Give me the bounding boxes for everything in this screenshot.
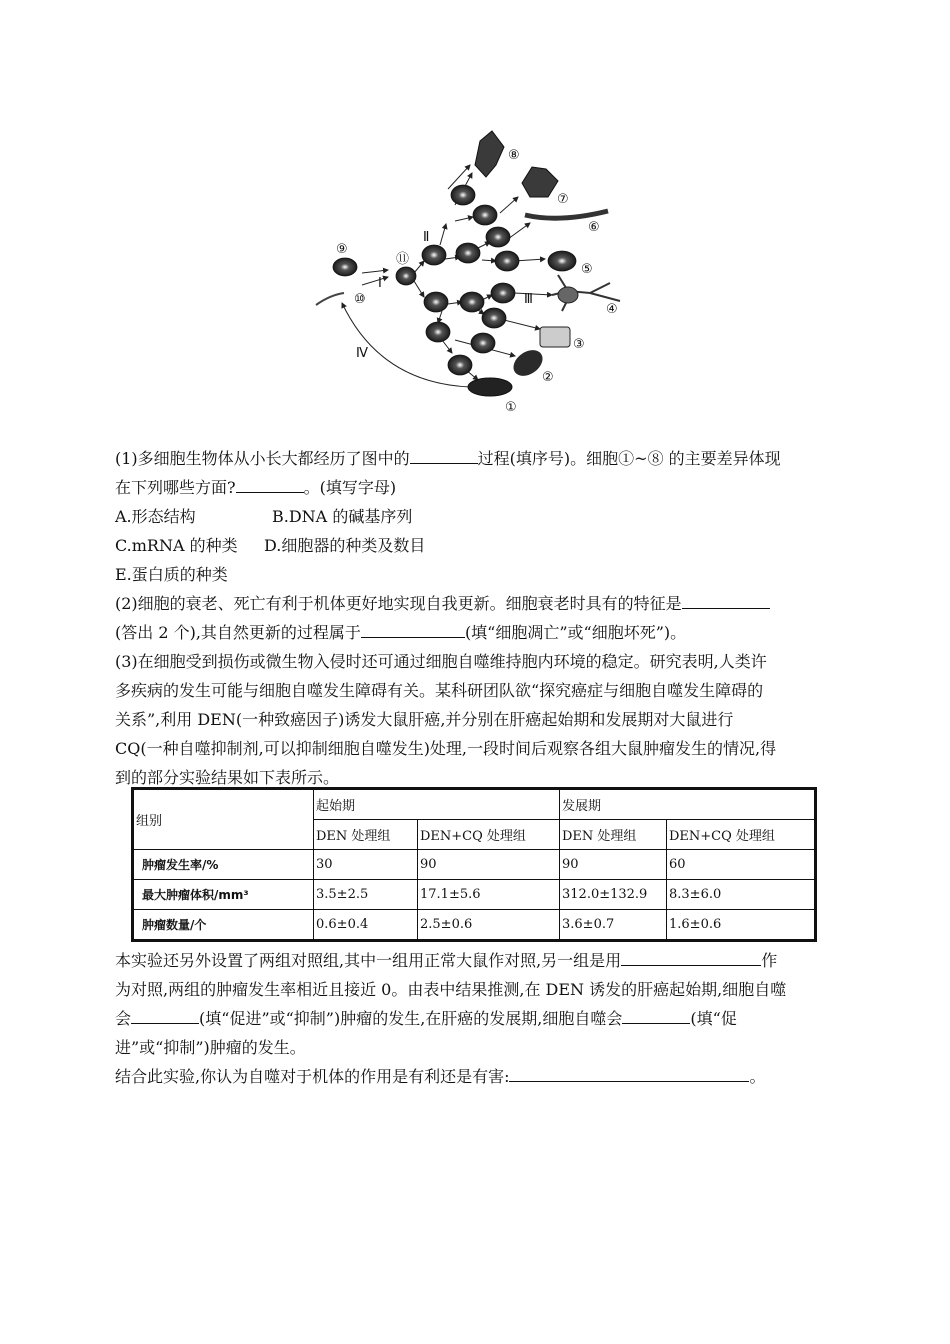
table-cell: 60 — [667, 850, 816, 880]
label-cell-7: ⑦ — [557, 192, 569, 207]
option-d: D.细胞器的种类及数目 — [264, 536, 426, 555]
answer-blank[interactable] — [682, 590, 770, 609]
option-b: B.DNA 的碱基序列 — [272, 507, 413, 526]
row-label: 最大肿瘤体积/mm³ — [133, 880, 314, 910]
table-col-header: DEN+CQ 处理组 — [418, 820, 560, 850]
q3-line-5: 到的部分实验结果如下表所示。 — [115, 768, 340, 787]
q2-line-2: (答出 2 个),其自然更新的过程属于 (填“细胞凋亡”或“细胞坏死”)。 — [115, 618, 837, 647]
label-cell-9: ⑨ — [336, 242, 348, 257]
answer-blank[interactable] — [131, 1005, 199, 1024]
after-line-5: 结合此实验,你认为自噬对于机体的作用是有利还是有害: 。 — [115, 1062, 837, 1091]
table-cell: 17.1±5.6 — [418, 880, 560, 910]
question-body — [115, 444, 837, 792]
label-cell-6: ⑥ — [588, 220, 600, 235]
q3-line-3: 关系”,利用 DEN(一种致癌因子)诱发大鼠肝癌,并分别在肝癌起始期和发展期对大鼠进行 — [115, 710, 734, 729]
table-cell: 30 — [314, 850, 418, 880]
answer-blank[interactable] — [622, 1005, 690, 1024]
table-cell: 1.6±0.6 — [667, 910, 816, 941]
table-group-header: 组别 — [133, 789, 314, 850]
label-process-4: Ⅳ — [356, 346, 368, 361]
row-label: 肿瘤数量/个 — [133, 910, 314, 941]
table-cell: 3.6±0.7 — [560, 910, 667, 941]
table-row — [133, 910, 816, 941]
row-label: 肿瘤发生率/% — [133, 850, 314, 880]
label-cell-3: ③ — [573, 337, 585, 352]
q3-line-2: 多疾病的发生可能与细胞自噬发生障碍有关。某科研团队欲“探究癌症与细胞自噬发生障碍的 — [115, 681, 764, 700]
q1-options-ab — [115, 502, 837, 531]
label-process-1: Ⅰ — [378, 276, 382, 291]
answer-blank[interactable] — [621, 947, 761, 966]
option-e: E.蛋白质的种类 — [115, 565, 228, 584]
table-cell: 90 — [418, 850, 560, 880]
after-line-2: 为对照,两组的肿瘤发生率相近且接近 0。由表中结果推测,在 DEN 诱发的肝癌起始期,细胞自噬 — [115, 980, 787, 999]
option-c: C.mRNA 的种类 — [115, 536, 238, 555]
table-cell: 2.5±0.6 — [418, 910, 560, 941]
post-table-text — [115, 946, 837, 1091]
q3-line-1: (3)在细胞受到损伤或微生物入侵时还可通过细胞自噬维持胞内环境的稳定。研究表明,人类许 — [115, 652, 767, 671]
results-table — [131, 787, 817, 942]
label-cell-8: ⑧ — [508, 148, 520, 163]
table-row — [133, 880, 816, 910]
label-cell-1: ① — [505, 400, 517, 415]
table-cell: 0.6±0.4 — [314, 910, 418, 941]
table-col-header: DEN 处理组 — [560, 820, 667, 850]
cell-differentiation-diagram — [300, 125, 650, 420]
table-phase-develop: 发展期 — [560, 789, 816, 820]
label-cell-2: ② — [542, 370, 554, 385]
table-cell: 90 — [560, 850, 667, 880]
table-phase-start: 起始期 — [314, 789, 560, 820]
label-cell-11: ⑪ — [396, 252, 410, 267]
table-cell: 312.0±132.9 — [560, 880, 667, 910]
answer-blank[interactable] — [410, 445, 478, 464]
q1-options-cd — [115, 531, 837, 560]
answer-blank[interactable] — [509, 1063, 749, 1082]
answer-blank[interactable] — [361, 619, 465, 638]
label-process-2: Ⅱ — [423, 230, 430, 245]
table-cell: 8.3±6.0 — [667, 880, 816, 910]
label-cell-10: ⑩ — [354, 292, 366, 307]
after-line-3: 会 (填“促进”或“抑制”)肿瘤的发生,在肝癌的发展期,细胞自噬会 (填“促 — [115, 1004, 837, 1033]
q1-line-1: (1)多细胞生物体从小长大都经历了图中的 过程(填序号)。细胞①~⑧ 的主要差异体现 — [115, 444, 837, 473]
q1-line-2: 在下列哪些方面? 。(填写字母) — [115, 473, 837, 502]
table-cell: 3.5±2.5 — [314, 880, 418, 910]
after-line-1: 本实验还另外设置了两组对照组,其中一组用正常大鼠作对照,另一组是用 作 — [115, 946, 837, 975]
answer-blank[interactable] — [236, 474, 304, 493]
label-cell-4: ④ — [606, 302, 618, 317]
after-line-4: 进”或“抑制”)肿瘤的发生。 — [115, 1038, 306, 1057]
table-col-header: DEN 处理组 — [314, 820, 418, 850]
table-row — [133, 850, 816, 880]
table-col-header: DEN+CQ 处理组 — [667, 820, 816, 850]
label-cell-5: ⑤ — [581, 262, 593, 277]
option-a: A.形态结构 — [115, 507, 196, 526]
q2-line-1: (2)细胞的衰老、死亡有利于机体更好地实现自我更新。细胞衰老时具有的特征是 — [115, 589, 837, 618]
q3-line-4: CQ(一种自噬抑制剂,可以抑制细胞自噬发生)处理,一段时间后观察各组大鼠肿瘤发生的情况,得 — [115, 739, 777, 758]
label-process-3: Ⅲ — [524, 292, 533, 307]
